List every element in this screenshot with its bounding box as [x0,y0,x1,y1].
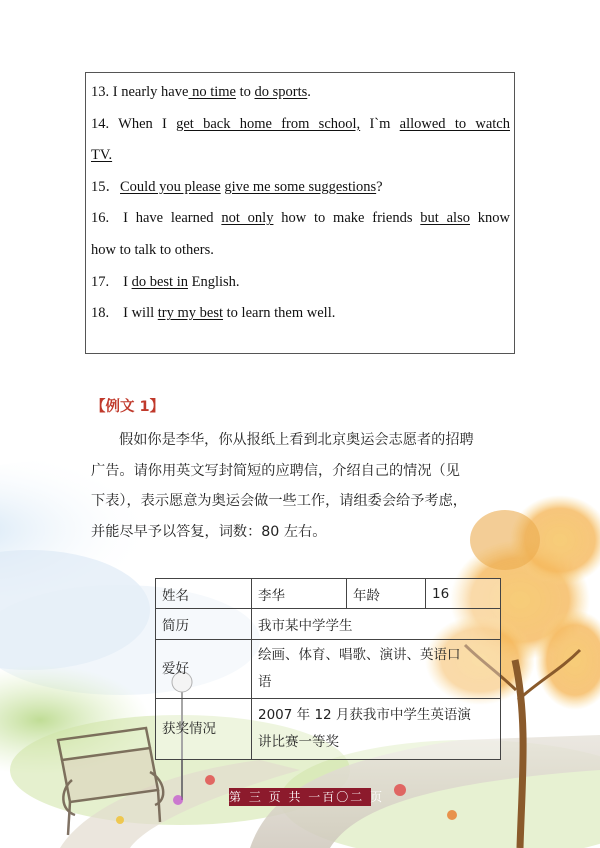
sentence-box [85,72,515,354]
award-value-line: 2007 年 12 月获我市中学生英语演 [258,707,471,723]
sentence-line [91,77,510,109]
sentence-text: ? [376,178,383,195]
hobby-label: 爱好 [156,640,252,699]
sentence-text: English. [187,273,240,290]
table-row [156,699,501,760]
sentence-line [91,203,510,235]
table-row [156,609,501,640]
resume-label: 简历 [156,609,252,640]
hobby-value-line: 语 [258,674,272,690]
sentence-line [91,109,510,141]
underlined-phrase: give me some suggestions [224,178,377,195]
table-row [156,640,501,699]
sentence-line [91,140,510,172]
example-title: 【例文 1】 [91,399,165,415]
sentence-text: 18. [91,305,110,322]
underlined-phrase: do best in [131,273,188,290]
paragraph-line: 下表），表示愿意为奥运会做一些工作，请组委会给予考虑， [91,493,467,509]
resume-value: 我市某中学学生 [252,609,501,640]
underlined-phrase: Could you please [120,178,221,195]
page-footer: 第 三 页 共 一百〇二 页 [229,790,385,804]
paragraph-line: 广告。请你用英文写封简短的应聘信，介绍自己的情况（见 [91,462,460,479]
award-value [252,699,501,760]
award-value-line: 讲比赛一等奖 [258,734,339,750]
sentence-text: I [123,273,132,290]
sentence-text: to [235,84,255,100]
info-table [155,578,501,760]
underlined-phrase: do sports [254,84,308,100]
sentence-line [91,172,510,204]
paragraph-line: 并能尽早予以答复，词数：80 左右。 [91,523,327,540]
sentence-text: 17. [91,273,110,290]
underlined-phrase: try my best [157,305,224,322]
sentence-text: . [307,84,311,100]
sentence-text: 15． [91,178,120,195]
underlined-phrase: TV. [91,147,113,164]
sentence-text: how to talk to others. [91,241,214,258]
age-value: 16 [426,579,501,609]
hobby-value-line: 绘画、体育、唱歌、演讲、英语口 [258,647,461,663]
sentence-line [91,235,510,267]
underlined-phrase: not only [221,210,274,227]
sentence-text: I`m [360,115,400,132]
sentence-text: to learn them well. [223,305,336,322]
sentence-line [91,267,510,299]
sentence-text: know [469,210,510,227]
sentence-text: 16. [91,210,110,227]
example-paragraph [91,425,513,547]
sentence-text: 13. I nearly have [91,84,189,100]
underlined-phrase: get back home from school, [176,115,361,132]
sentence-text: I have learned [123,210,222,227]
hobby-value [252,640,501,699]
sentence-text: how to make friends [273,210,421,227]
name-label: 姓名 [156,579,252,609]
underlined-phrase: but also [420,210,470,227]
award-label: 获奖情况 [156,699,252,760]
age-label: 年龄 [347,579,426,609]
name-value: 李华 [252,579,347,609]
table-row [156,579,501,609]
underlined-phrase: allowed to watch [399,115,510,132]
sentence-text: 14. When I [91,115,177,132]
sentence-text: I will [123,305,158,322]
underlined-phrase: no time [188,84,236,100]
paragraph-line: 假如你是李华，你从报纸上看到北京奥运会志愿者的招聘 [119,432,474,448]
sentence-line [91,298,510,330]
